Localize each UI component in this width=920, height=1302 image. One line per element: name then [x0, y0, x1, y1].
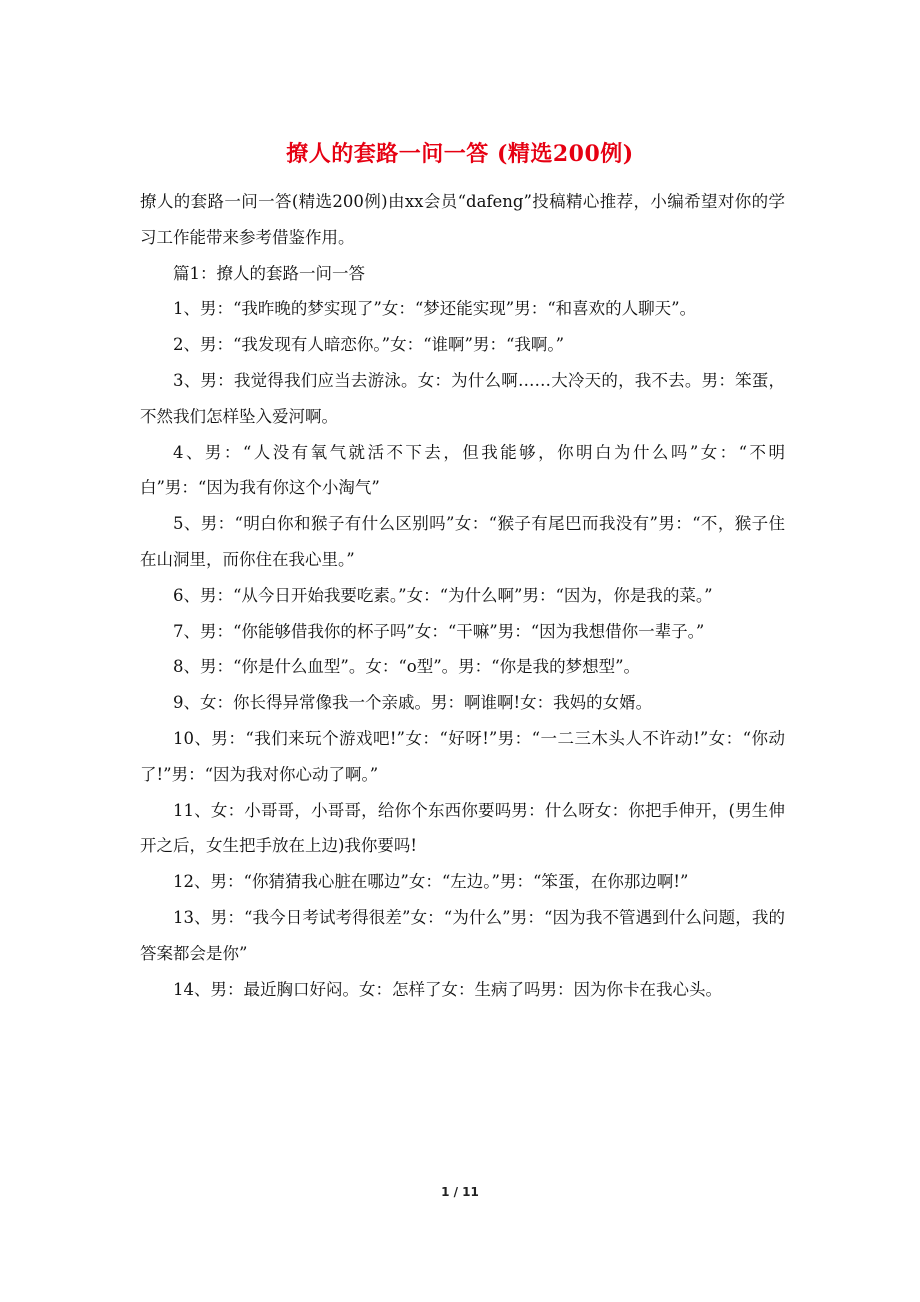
- list-item: 14、男：最近胸口好闷。女：怎样了女：生病了吗男：因为你卡在我心头。: [173, 979, 722, 999]
- list-item: 12、男：“你猜猜我心脏在哪边”女：“左边。”男：“笨蛋，在你那边啊!”: [173, 872, 689, 892]
- list-item: 3、男：我觉得我们应当去游泳。女：为什么啊……大冷天的，我不去。男：笨蛋，不然我们怎样坠入爱河啊。: [140, 370, 785, 426]
- list-item: 6、男：“从今日开始我要吃素。”女：“为什么啊”男：“因为，你是我的菜。”: [173, 585, 713, 605]
- list-item: 4、男：“人没有氧气就活不下去，但我能够，你明白为什么吗”女：“不明白”男：“因为我有你这个小淘气”: [140, 442, 785, 498]
- section-heading: 篇1：撩人的套路一问一答: [173, 263, 365, 283]
- list-item: 10、男：“我们来玩个游戏吧!”女：“好呀!”男：“一二三木头人不许动!”女：“你动了!”男：“因为我对你心动了啊。”: [140, 728, 785, 784]
- list-item: 7、男：“你能够借我你的杯子吗”女：“干嘛”男：“因为我想借你一辈子。”: [173, 621, 705, 641]
- list-item: 11、女：小哥哥，小哥哥，给你个东西你要吗男：什么呀女：你把手伸开，(男生伸开之后，女生把手放在上边)我你要吗!: [140, 800, 785, 856]
- page-indicator: 1 / 11: [441, 1185, 479, 1199]
- document-title: 撩人的套路一问一答 (精选200例): [286, 141, 634, 167]
- list-item: 9、女：你长得异常像我一个亲戚。男：啊谁啊!女：我妈的女婿。: [173, 693, 653, 713]
- list-item: 5、男：“明白你和猴子有什么区别吗”女：“猴子有尾巴而我没有”男：“不，猴子住在山洞里，而你住在我心里。”: [140, 514, 785, 569]
- intro-paragraph: 撩人的套路一问一答(精选200例)由xx会员“dafeng”投稿精心推荐，小编希望对你的学习工作能带来参考借鉴作用。: [140, 192, 785, 247]
- list-item: 2、男：“我发现有人暗恋你。”女：“谁啊”男：“我啊。”: [173, 335, 565, 355]
- list-item: 1、男：“我昨晚的梦实现了”女：“梦还能实现”男：“和喜欢的人聊天”。: [173, 299, 697, 319]
- document-body: [140, 184, 785, 1007]
- list-item: 8、男：“你是什么血型”。女：“o型”。男：“你是我的梦想型”。: [173, 657, 641, 677]
- list-item: 13、男：“我今日考试考得很差”女：“为什么”男：“因为我不管遇到什么问题，我的答案都会是你”: [140, 907, 785, 963]
